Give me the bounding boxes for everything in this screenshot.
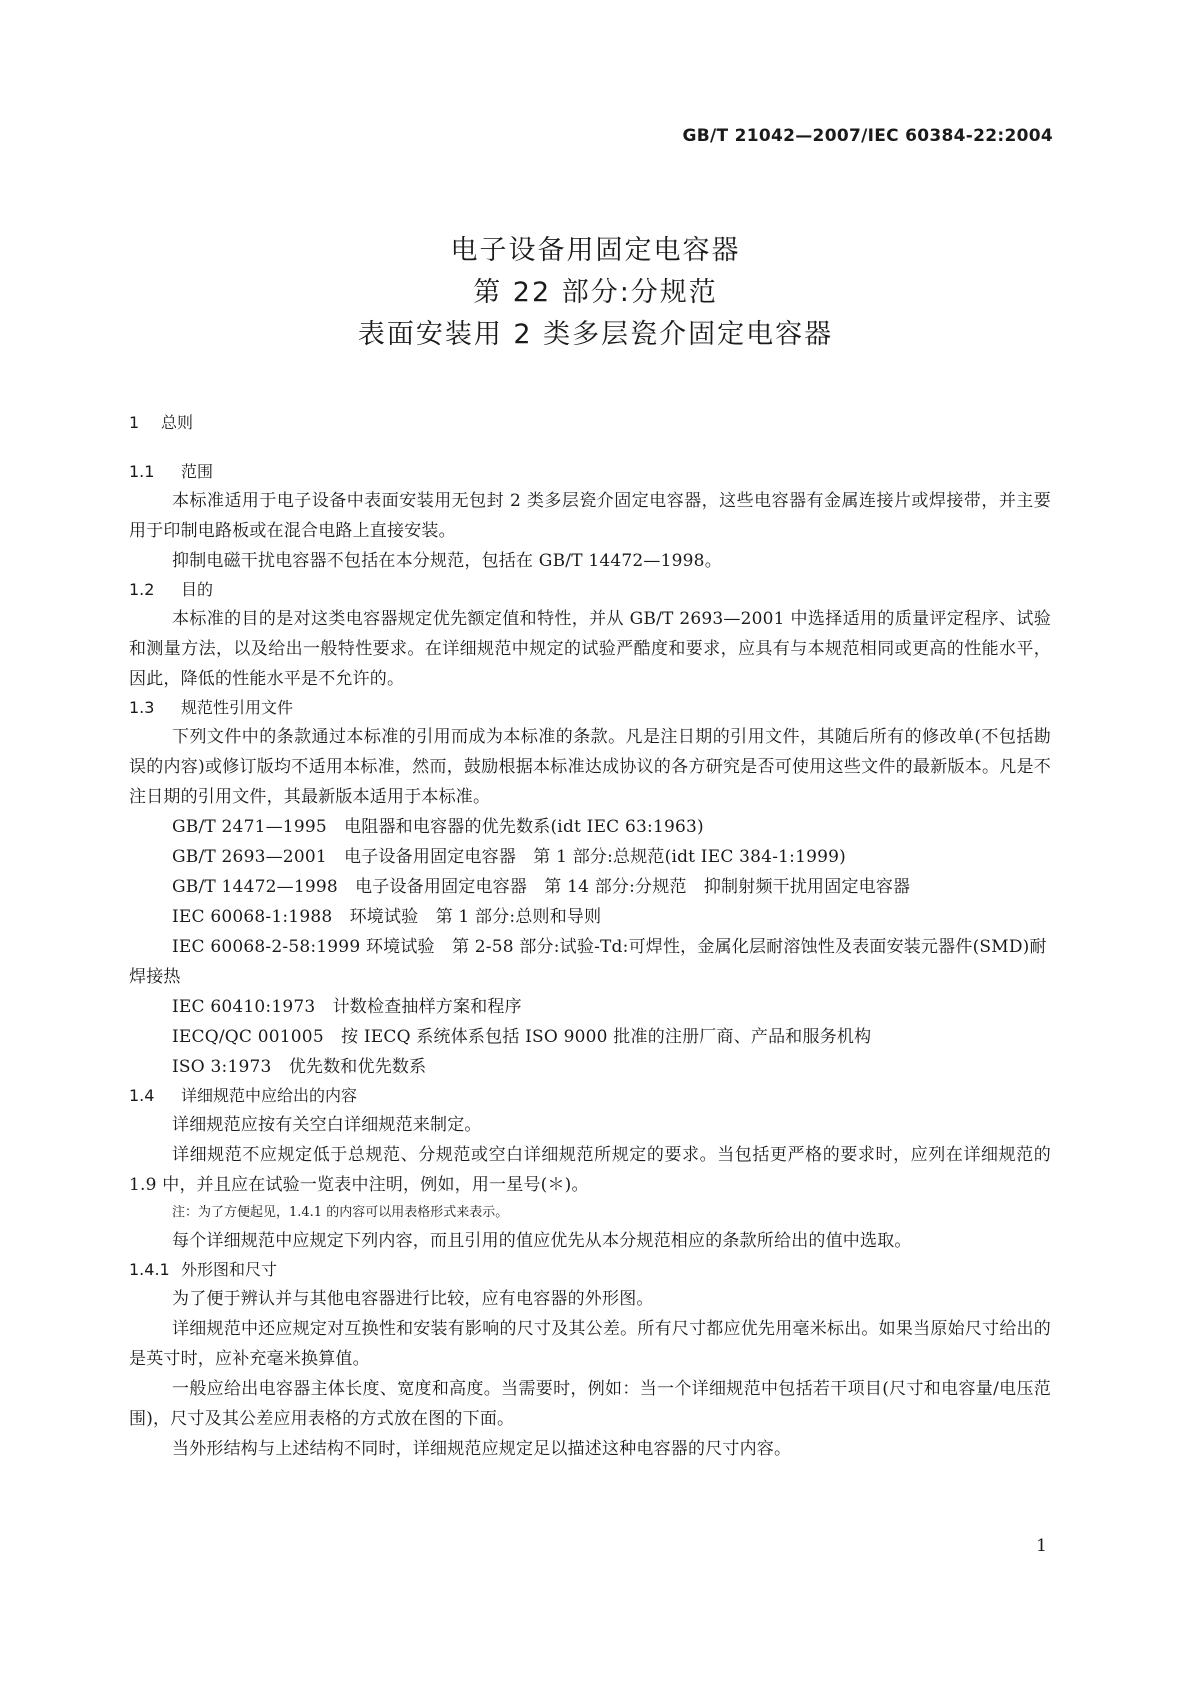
section-heading-1-3	[129, 694, 1051, 722]
section-title: 目的	[181, 580, 214, 599]
section-heading-1-4-1	[129, 1256, 1051, 1284]
reference-item: GB/T 14472—1998 电子设备用固定电容器 第 14 部分:分规范 抑制射频干扰用固定电容器	[172, 877, 911, 897]
paragraph: 当外形结构与上述结构不同时，详细规范应规定足以描述这种电容器的尺寸内容。	[172, 1439, 792, 1459]
section-number: 1.4.1	[129, 1260, 170, 1279]
paragraph: 详细规范不应规定低于总规范、分规范或空白详细规范所规定的要求。当包括更严格的要求时，应列在详细规范的 1.9 中，并且应在试验一览表中注明，例如，用一星号(＊)。	[129, 1145, 1051, 1195]
document-body	[129, 410, 1051, 1464]
paragraph: 一般应给出电容器主体长度、宽度和高度。当需要时，例如：当一个详细规范中包括若干项目(尺寸和电容量/电压范围)，尺寸及其公差应用表格的方式放在图的下面。	[129, 1379, 1051, 1429]
section-title: 外形图和尺寸	[181, 1260, 278, 1279]
section-title: 规范性引用文件	[181, 698, 294, 717]
title-line-1: 电子设备用固定电容器	[450, 235, 741, 266]
section-heading-1-1	[129, 458, 1051, 486]
note: 注：为了方便起见，1.4.1 的内容可以用表格形式来表示。	[172, 1205, 509, 1220]
standard-code: GB/T 21042—2007/IEC 60384-22:2004	[682, 126, 1053, 146]
section-title: 范围	[181, 462, 214, 481]
paragraph: 本标准的目的是对这类电容器规定优先额定值和特性，并从 GB/T 2693—2001 中选择适用的质量评定程序、试验和测量方法，以及给出一般特性要求。在详细规范中规定的试验严酷度和要求，应具有与本规范相同或更高的性能水平，因此，降低的性能水平是不允许的。	[129, 609, 1051, 689]
section-heading-1-2	[129, 576, 1051, 604]
section-number: 1.1	[129, 462, 155, 481]
paragraph: 下列文件中的条款通过本标准的引用而成为本标准的条款。凡是注日期的引用文件，其随后所有的修改单(不包括勘误的内容)或修订版均不适用本标准，然而，鼓励根据本标准达成协议的各方研究是否可使用这些文件的最新版本。凡是不注日期的引用文件，其最新版本适用于本标准。	[129, 727, 1051, 807]
paragraph: 为了便于辨认并与其他电容器进行比较，应有电容器的外形图。	[172, 1289, 654, 1309]
section-number: 1.2	[129, 580, 155, 599]
reference-item: IEC 60068-1:1988 环境试验 第 1 部分:总则和导则	[172, 907, 602, 927]
section-number: 1.3	[129, 698, 155, 717]
paragraph: 每个详细规范中应规定下列内容，而且引用的值应优先从本分规范相应的条款所给出的值中选取。	[172, 1231, 912, 1251]
reference-item: IEC 60068-2-58:1999 环境试验 第 2-58 部分:试验-Td:可焊性，金属化层耐溶蚀性及表面安装元器件(SMD)耐焊接热	[129, 937, 1047, 987]
section-number: 1	[129, 413, 140, 432]
section-number: 1.4	[129, 1086, 155, 1105]
reference-item: GB/T 2471—1995 电阻器和电容器的优先数系(idt IEC 63:1963)	[172, 817, 704, 837]
paragraph: 详细规范应按有关空白详细规范来制定。	[172, 1115, 482, 1135]
title-line-3: 表面安装用 2 类多层瓷介固定电容器	[357, 319, 834, 350]
paragraph: 详细规范中还应规定对互换性和安装有影响的尺寸及其公差。所有尺寸都应优先用毫米标出。如果当原始尺寸给出的是英寸时，应补充毫米换算值。	[129, 1319, 1051, 1369]
section-title: 总则	[161, 413, 194, 432]
section-heading-1-4	[129, 1082, 1051, 1110]
reference-item: ISO 3:1973 优先数和优先数系	[172, 1057, 427, 1077]
paragraph: 抑制电磁干扰电容器不包括在本分规范，包括在 GB/T 14472—1998。	[172, 551, 722, 571]
reference-item: GB/T 2693—2001 电子设备用固定电容器 第 1 部分:总规范(idt IEC 384-1:1999)	[172, 847, 846, 867]
paragraph: 本标准适用于电子设备中表面安装用无包封 2 类多层瓷介固定电容器，这些电容器有金属连接片或焊接带，并主要用于印制电路板或在混合电路上直接安装。	[129, 491, 1051, 541]
section-heading-1	[129, 410, 1051, 436]
page-number: 1	[1036, 1536, 1047, 1556]
title-line-2: 第 22 部分:分规范	[473, 277, 718, 308]
document-title	[0, 230, 1191, 356]
section-title: 详细规范中应给出的内容	[181, 1086, 358, 1105]
reference-item: IEC 60410:1973 计数检查抽样方案和程序	[172, 997, 522, 1017]
reference-item: IECQ/QC 001005 按 IECQ 系统体系包括 ISO 9000 批准的注册厂商、产品和服务机构	[172, 1027, 872, 1047]
